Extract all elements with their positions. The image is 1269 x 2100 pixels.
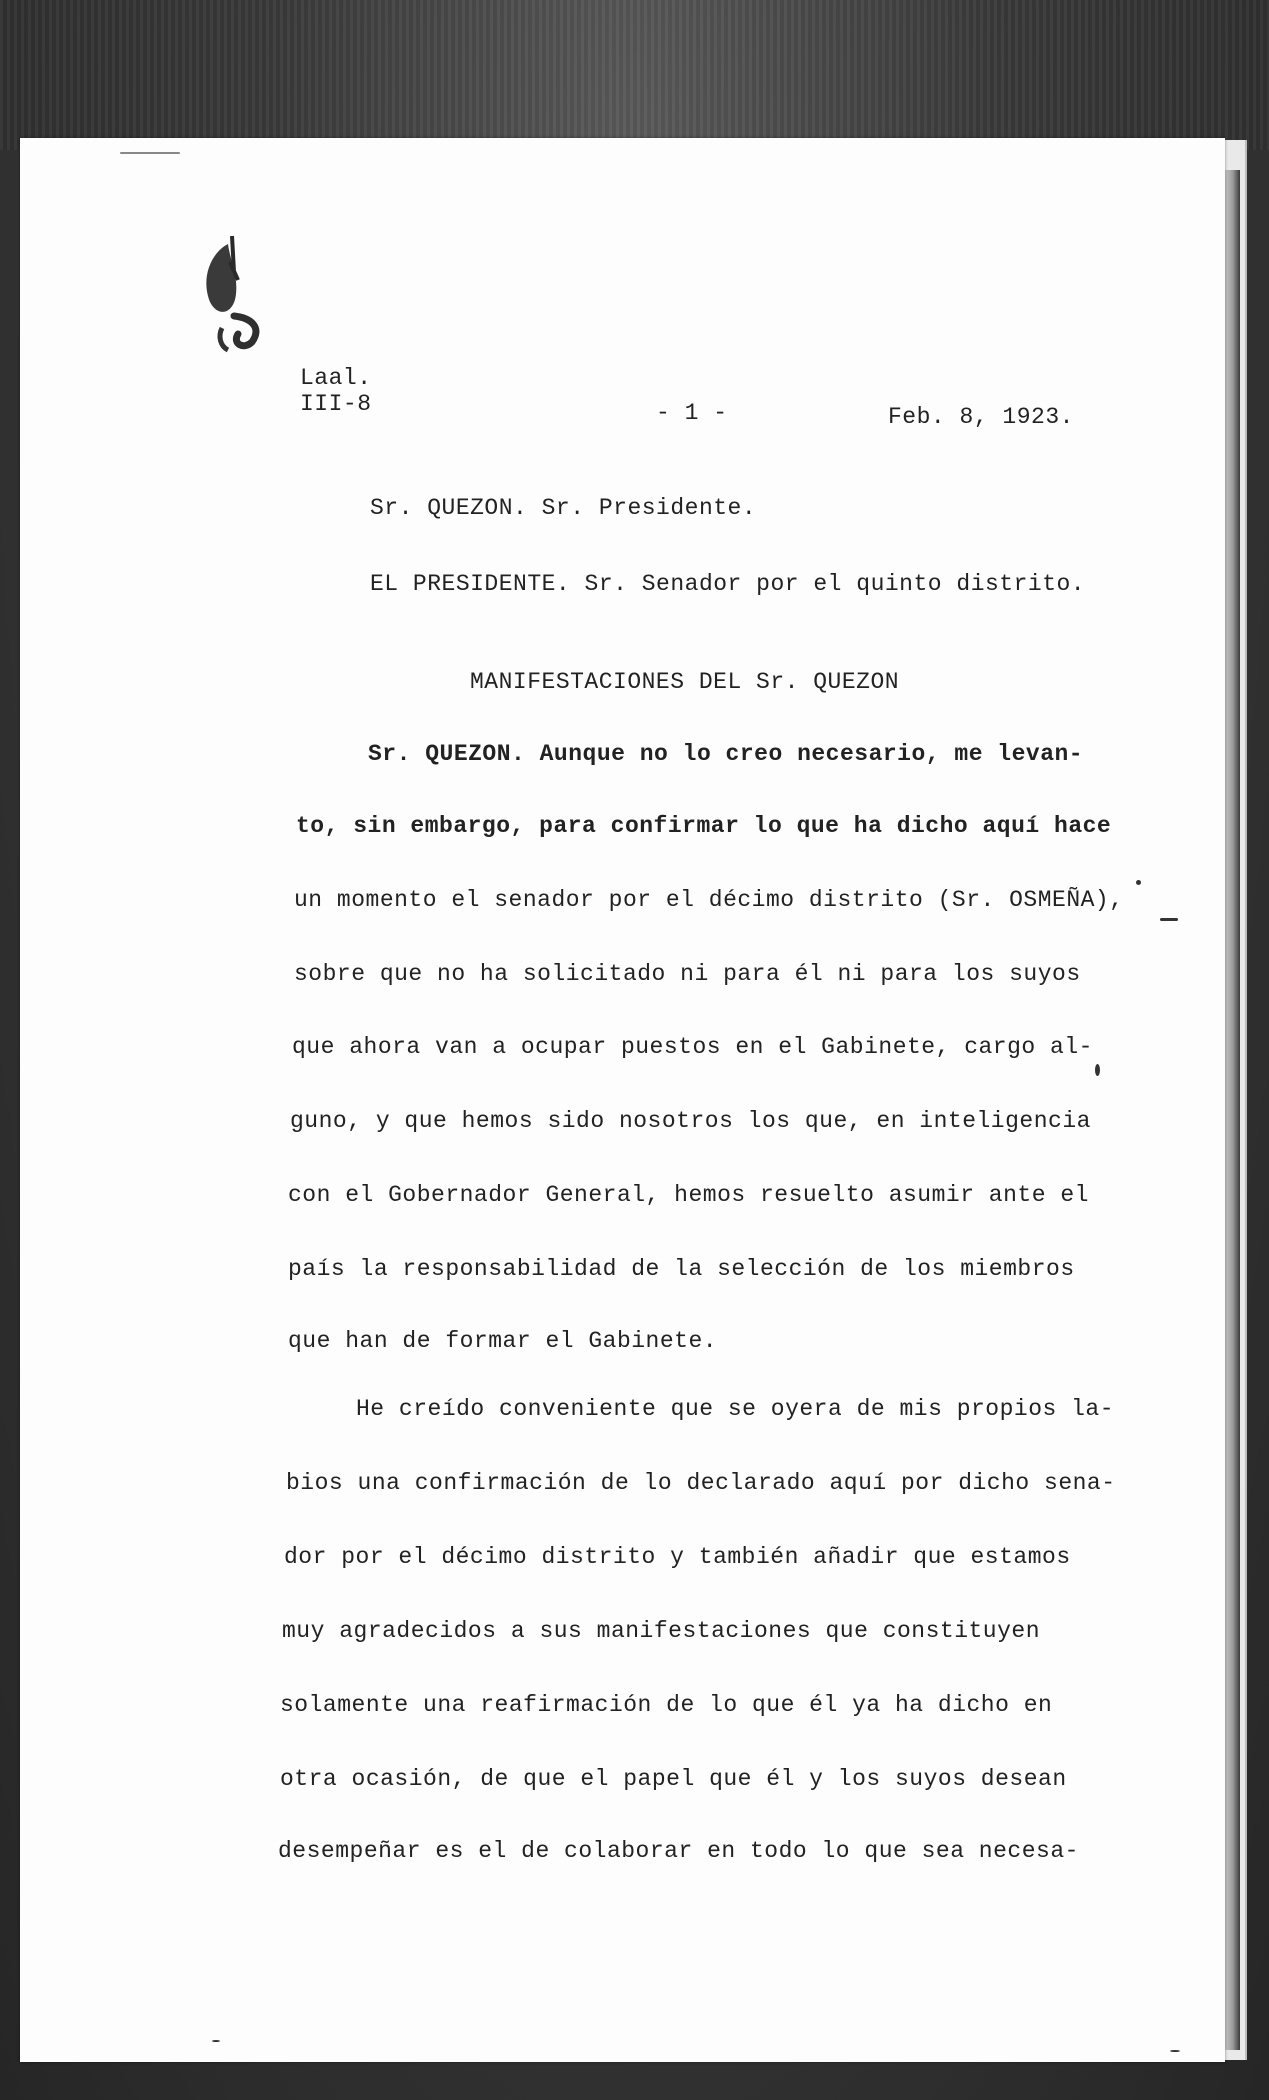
page-number: - 1 -	[656, 400, 728, 426]
text-line: con el Gobernador General, hemos resuelto asumir ante el	[288, 1182, 1089, 1208]
text-line: to, sin embargo, para confirmar lo que ha dicho aquí hace	[296, 813, 1112, 839]
text-line: Sr. QUEZON. Aunque no lo creo necesario, me levan-	[368, 741, 1084, 767]
text-line: desempeñar es el de colaborar en todo lo que sea necesa-	[278, 1838, 1079, 1864]
text-line: que ahora van a ocupar puestos en el Gabinete, cargo al-	[292, 1034, 1093, 1060]
text-line: He creído conveniente que se oyera de mis propios la-	[356, 1396, 1115, 1422]
text-line: un momento el senador por el décimo distrito (Sr. OSMEÑA),	[294, 887, 1124, 913]
handwritten-mark-icon	[192, 232, 282, 372]
scan-texture	[0, 0, 1269, 150]
text-line: Sr. QUEZON. Sr. Presidente.	[370, 495, 757, 521]
text-line: EL PRESIDENTE. Sr. Senador por el quinto distrito.	[370, 571, 1086, 597]
text-line: solamente una reafirmación de lo que él ya ha dicho en	[280, 1692, 1053, 1718]
ink-speck	[120, 152, 180, 154]
ink-speck	[1136, 880, 1141, 885]
text-line: guno, y que hemos sido nosotros los que, en inteligencia	[290, 1108, 1091, 1134]
document-date: Feb. 8, 1923.	[888, 404, 1074, 430]
ink-speck	[1160, 918, 1178, 921]
section-heading: MANIFESTACIONES DEL Sr. QUEZON	[470, 669, 900, 695]
text-line: otra ocasión, de que el papel que él y los suyos desean	[280, 1766, 1067, 1792]
text-line: que han de formar el Gabinete.	[288, 1328, 718, 1354]
text-line: sobre que no ha solicitado ni para él ni para los suyos	[294, 961, 1081, 987]
file-code: III-8	[300, 391, 372, 417]
ink-speck	[212, 2040, 220, 2042]
ink-speck	[1170, 2050, 1180, 2052]
text-line: dor por el décimo distrito y también añadir que estamos	[284, 1544, 1071, 1570]
text-line: bios una confirmación de lo declarado aquí por dicho sena-	[286, 1470, 1116, 1496]
text-line: muy agradecidos a sus manifestaciones que constituyen	[282, 1618, 1041, 1644]
typist-initials: Laal.	[300, 365, 372, 391]
ink-speck	[1095, 1064, 1100, 1076]
text-line: país la responsabilidad de la selección de los miembros	[288, 1256, 1075, 1282]
